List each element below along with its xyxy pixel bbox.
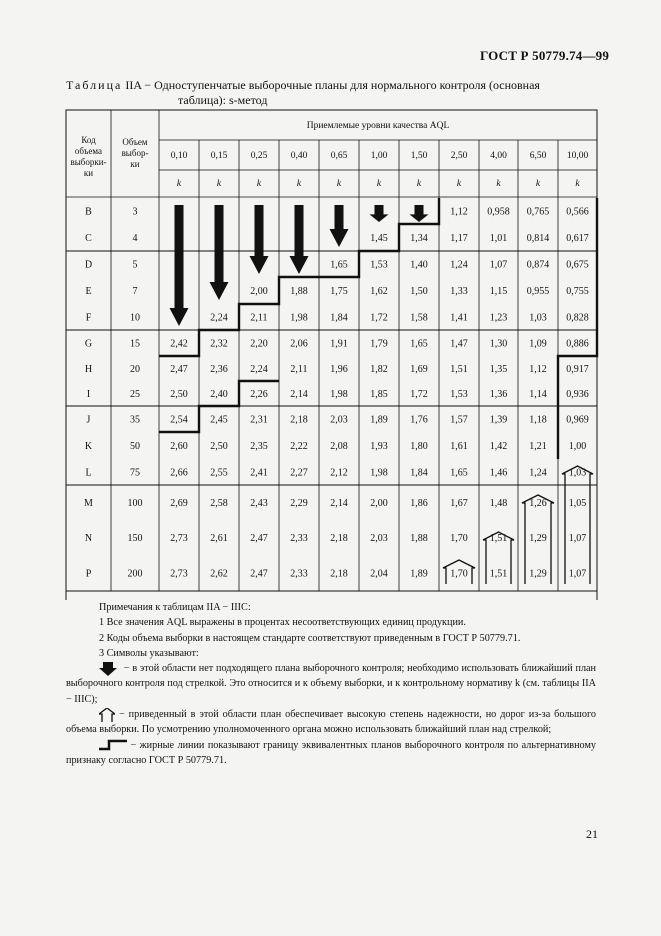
- k-value: 1,07: [489, 259, 508, 271]
- k-value: 1,65: [410, 338, 428, 350]
- k-value: 1,03: [568, 467, 587, 479]
- k-value: 2,36: [210, 363, 228, 375]
- k-value: 1,82: [370, 363, 388, 375]
- k-value: 2,58: [210, 497, 228, 509]
- k-value: 1,96: [330, 363, 348, 375]
- k-value: 0,969: [566, 414, 589, 426]
- k-value: 1,69: [410, 363, 428, 375]
- k-value: 1,93: [370, 440, 388, 452]
- k-value: 0,814: [526, 232, 550, 244]
- k-value: 1,51: [489, 568, 508, 580]
- k-value: 2,00: [370, 497, 388, 509]
- k-label: k: [496, 179, 501, 190]
- aql-level: 0,65: [330, 151, 348, 162]
- k-value: 2,03: [330, 414, 348, 426]
- k-value: 2,43: [250, 497, 268, 509]
- sample-code: I: [86, 388, 91, 400]
- k-value: 2,47: [170, 363, 188, 375]
- aql-level: 1,00: [370, 151, 388, 162]
- sample-size: 50: [130, 440, 140, 452]
- k-value: 1,07: [568, 568, 587, 580]
- k-value: 1,65: [450, 467, 468, 479]
- k-label: k: [296, 179, 302, 190]
- aql-level: 0,15: [210, 151, 228, 162]
- table-notes: [66, 600, 596, 768]
- k-value: 1,53: [450, 388, 468, 400]
- k-value: 0,617: [566, 232, 589, 244]
- head-code-line: объема: [74, 146, 103, 157]
- k-value: 2,24: [250, 363, 268, 375]
- k-value: 0,917: [566, 363, 589, 375]
- bold-line-icon: [99, 739, 127, 751]
- k-value: 0,566: [566, 206, 589, 218]
- down-arrow-icon: [290, 205, 309, 274]
- sample-size: 4: [132, 232, 138, 244]
- page-number: 21: [586, 827, 598, 841]
- k-value: 1,98: [290, 312, 308, 324]
- sample-size: 200: [127, 568, 143, 580]
- k-value: 1,51: [489, 532, 508, 544]
- k-label: k: [376, 179, 382, 190]
- notes-frame: [66, 591, 597, 600]
- k-value: 2,29: [290, 497, 308, 509]
- k-value: 1,79: [370, 338, 388, 350]
- sample-code: J: [86, 414, 91, 426]
- k-value: 2,41: [250, 467, 268, 479]
- k-value: 2,69: [170, 497, 188, 509]
- sample-size: 35: [130, 414, 140, 426]
- k-value: 1,98: [370, 467, 388, 479]
- head-aql: Приемлемые уровни качества AQL: [306, 121, 450, 132]
- note-down-text: − в этой области нет подходящего плана выборочного контроля; необходимо использовать ближайший план выборочного контроля под стрелкой. Это относится и к объему выборки, и к контрольному нормативу k (см. таблицы IIA − IIIC);: [66, 663, 597, 705]
- aql-level: 10,00: [566, 151, 589, 162]
- sample-code: G: [84, 338, 93, 350]
- k-value: 0,955: [526, 285, 550, 297]
- k-value: 1,47: [450, 338, 468, 350]
- k-value: 2,18: [330, 532, 348, 544]
- k-value: 1,57: [450, 414, 468, 426]
- k-value: 1,33: [450, 285, 468, 297]
- k-value: 1,50: [410, 285, 428, 297]
- k-value: 1,21: [529, 440, 547, 452]
- k-value: 1,88: [290, 285, 308, 297]
- sample-size: 10: [130, 312, 140, 324]
- aql-level: 6,50: [529, 151, 547, 162]
- sample-code: C: [85, 232, 92, 244]
- k-value: 1,85: [370, 388, 388, 400]
- k-value: 1,14: [529, 388, 547, 400]
- k-value: 1,61: [450, 440, 468, 452]
- note-bold-text: − жирные линии показывают границу эквивалентных планов выборочного контроля по альтернативному признаку согласно ГОСТ Р 50779.71.: [66, 739, 596, 766]
- k-value: 0,828: [566, 312, 589, 324]
- aql-level: 0,25: [250, 151, 268, 162]
- note-down-arrow: [66, 661, 596, 707]
- k-label: k: [416, 179, 422, 190]
- k-value: 2,35: [250, 440, 268, 452]
- k-value: 1,15: [489, 285, 508, 297]
- k-value: 2,45: [210, 414, 228, 426]
- k-value: 1,89: [370, 414, 388, 426]
- k-value: 1,40: [410, 259, 428, 271]
- k-value: 1,70: [450, 532, 468, 544]
- k-value: 2,00: [250, 285, 268, 297]
- k-value: 2,73: [170, 532, 188, 544]
- k-value: 1,12: [529, 363, 547, 375]
- k-value: 1,88: [410, 532, 428, 544]
- k-value: 2,40: [210, 388, 228, 400]
- down-arrow-icon: [170, 205, 189, 326]
- aql-level: 1,50: [410, 151, 428, 162]
- k-value: 1,29: [529, 532, 547, 544]
- k-label: k: [535, 179, 541, 190]
- k-value: 2,18: [330, 568, 348, 580]
- head-size-line: Объем: [122, 137, 148, 148]
- k-value: 2,33: [290, 568, 308, 580]
- k-value: 2,08: [330, 440, 348, 452]
- k-value: 2,27: [290, 467, 308, 479]
- k-value: 1,53: [370, 259, 388, 271]
- k-value: 1,46: [489, 467, 508, 479]
- sample-code: N: [84, 532, 93, 544]
- k-value: 2,73: [170, 568, 188, 580]
- k-value: 1,12: [450, 206, 468, 218]
- k-value: 2,03: [370, 532, 388, 544]
- k-value: 0,886: [566, 338, 589, 350]
- k-value: 2,47: [250, 568, 268, 580]
- up-arrow-icon: [99, 708, 115, 722]
- k-value: 1,72: [370, 312, 388, 324]
- k-value: 2,18: [290, 414, 308, 426]
- down-arrow-icon: [330, 205, 349, 247]
- notes-title: Примечания к таблицам IIA − IIIC:: [99, 602, 251, 613]
- k-value: 1,30: [489, 338, 508, 350]
- sample-size: 5: [132, 259, 138, 271]
- k-value: 0,765: [526, 206, 550, 218]
- k-value: 2,31: [250, 414, 268, 426]
- k-value: 1,09: [529, 338, 547, 350]
- k-value: 0,958: [487, 206, 510, 218]
- head-code-line: ки: [83, 168, 94, 179]
- k-value: 1,36: [489, 388, 508, 400]
- down-arrow-icon: [370, 205, 389, 222]
- k-value: 1,34: [410, 232, 428, 244]
- sample-size: 3: [132, 206, 138, 218]
- k-label: k: [216, 179, 222, 190]
- k-value: 2,66: [170, 467, 188, 479]
- k-value: 2,47: [250, 532, 268, 544]
- k-value: 1,18: [529, 414, 547, 426]
- k-value: 1,89: [410, 568, 428, 580]
- caption-text-line2: таблица): s-метод: [178, 93, 268, 107]
- caption-text-line1: IIA − Одноступенчатые выборочные планы для нормального контроля (основная: [125, 78, 540, 92]
- sample-code: B: [85, 206, 92, 218]
- k-value: 2,20: [250, 338, 268, 350]
- k-label: k: [575, 179, 580, 190]
- aql-level: 2,50: [450, 151, 468, 162]
- k-value: 2,11: [290, 363, 308, 375]
- head-code-line: выборки-: [70, 157, 107, 168]
- k-value: 1,45: [370, 232, 388, 244]
- sample-code: K: [84, 440, 93, 452]
- k-value: 1,07: [568, 532, 587, 544]
- k-value: 1,84: [330, 312, 348, 324]
- k-value: 2,04: [370, 568, 388, 580]
- k-value: 2,55: [210, 467, 228, 479]
- k-value: 0,874: [526, 259, 550, 271]
- k-value: 2,06: [290, 338, 308, 350]
- sample-size: 15: [130, 338, 140, 350]
- sample-code: L: [85, 467, 92, 479]
- k-value: 1,84: [410, 467, 428, 479]
- k-value: 1,62: [370, 285, 388, 297]
- k-value: 2,12: [330, 467, 348, 479]
- aql-level: 0,10: [170, 151, 188, 162]
- k-value: 2,62: [210, 568, 228, 580]
- k-value: 1,65: [330, 259, 348, 271]
- k-value: 2,14: [330, 497, 348, 509]
- sample-size: 7: [132, 285, 138, 297]
- k-value: 1,70: [450, 568, 468, 580]
- k-value: 2,24: [210, 312, 228, 324]
- k-value: 2,26: [250, 388, 268, 400]
- k-value: 2,32: [210, 338, 228, 350]
- down-arrow-icon: [410, 205, 429, 222]
- k-value: 0,936: [566, 388, 589, 400]
- sample-code: M: [84, 497, 93, 509]
- k-value: 2,61: [210, 532, 228, 544]
- k-value: 1,75: [330, 285, 348, 297]
- k-value: 1,01: [489, 232, 508, 244]
- sample-size: 20: [130, 363, 140, 375]
- k-value: 1,35: [489, 363, 508, 375]
- k-value: 1,26: [529, 497, 547, 509]
- note-up-arrow: [66, 707, 596, 738]
- k-value: 1,17: [450, 232, 468, 244]
- k-value: 1,39: [489, 414, 508, 426]
- k-value: 1,76: [410, 414, 428, 426]
- k-value: 2,33: [290, 532, 308, 544]
- k-value: 2,22: [290, 440, 308, 452]
- caption-label: Таблица: [66, 78, 123, 92]
- sample-code: F: [85, 312, 92, 324]
- note-1: 1 Все значения AQL выражены в процентах несоответствующих единиц продукции.: [99, 617, 466, 629]
- k-value: 2,11: [250, 312, 268, 324]
- down-arrow-icon: [250, 205, 269, 274]
- k-value: 0,755: [566, 285, 589, 297]
- aql-level: 0,40: [290, 151, 308, 162]
- k-value: 1,03: [529, 312, 547, 324]
- note-up-text: − приведенный в этой области план обеспечивает высокую степень надежности, но дорог из-за большого объема выборки. По усмотрению уполномоченного органа можно использовать ближайший план над стрелкой;: [66, 709, 597, 736]
- k-value: 1,80: [410, 440, 428, 452]
- k-label: k: [336, 179, 342, 190]
- k-label: k: [176, 179, 182, 190]
- sample-size: 150: [127, 532, 143, 544]
- k-value: 1,91: [330, 338, 348, 350]
- k-value: 1,48: [489, 497, 508, 509]
- k-value: 0,675: [566, 259, 589, 271]
- aql-level: 4,00: [490, 151, 507, 162]
- sample-code: P: [85, 568, 92, 580]
- k-value: 1,86: [410, 497, 428, 509]
- k-value: 1,05: [568, 497, 587, 509]
- k-value: 1,51: [450, 363, 468, 375]
- k-value: 1,42: [489, 440, 508, 452]
- k-value: 1,29: [529, 568, 547, 580]
- note-3: 3 Символы указывают:: [99, 647, 199, 659]
- k-value: 1,23: [489, 312, 508, 324]
- sample-size: 75: [130, 467, 140, 479]
- k-value: 1,58: [410, 312, 428, 324]
- down-arrow-icon: [210, 205, 229, 300]
- k-value: 2,60: [170, 440, 188, 452]
- down-arrow-icon: [99, 662, 121, 676]
- sample-size: 100: [127, 497, 143, 509]
- table-frame: [66, 110, 597, 591]
- k-value: 1,72: [410, 388, 428, 400]
- k-value: 2,50: [170, 388, 188, 400]
- sample-size: 25: [130, 388, 140, 400]
- head-code-line: Код: [81, 135, 96, 146]
- k-value: 1,41: [450, 312, 468, 324]
- sample-code: D: [84, 259, 93, 271]
- document-header: ГОСТ Р 50779.74—99: [480, 48, 610, 63]
- k-value: 1,24: [529, 467, 547, 479]
- k-value: 2,50: [210, 440, 228, 452]
- k-value: 1,00: [568, 440, 587, 452]
- k-label: k: [456, 179, 462, 190]
- head-size-line: ки: [130, 159, 140, 170]
- k-value: 2,42: [170, 338, 188, 350]
- k-value: 2,14: [290, 388, 308, 400]
- sample-code: E: [85, 285, 92, 297]
- k-value: 1,24: [450, 259, 468, 271]
- k-value: 1,98: [330, 388, 348, 400]
- note-bold-line: [66, 738, 596, 769]
- sample-code: H: [84, 363, 93, 375]
- k-value: 1,67: [450, 497, 468, 509]
- head-size-line: выбор-: [121, 148, 149, 159]
- k-label: k: [256, 179, 262, 190]
- note-2: 2 Коды объема выборки в настоящем стандарте соответствуют приведенным в ГОСТ Р 50779.71.: [99, 632, 521, 644]
- up-arrow-icon: [562, 466, 593, 584]
- k-value: 2,54: [170, 414, 188, 426]
